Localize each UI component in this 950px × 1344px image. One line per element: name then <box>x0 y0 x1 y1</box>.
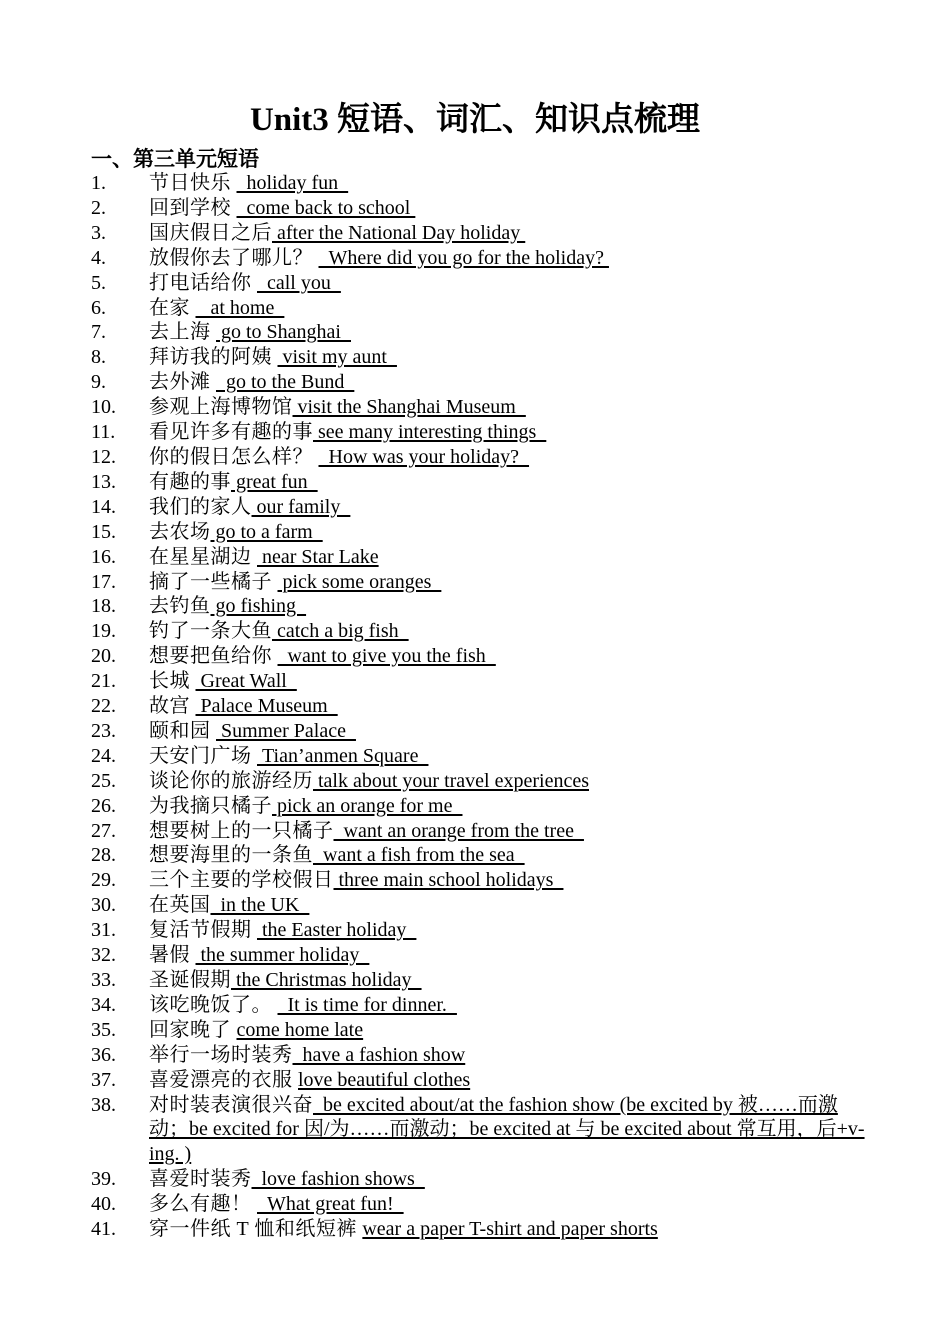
phrase-chinese: 拜访我的阿姨 <box>149 346 278 369</box>
phrase-body <box>149 370 871 395</box>
phrase-item <box>91 545 871 570</box>
phrase-item <box>91 1068 871 1093</box>
phrase-item <box>91 221 871 246</box>
phrase-number: 22. <box>91 695 116 718</box>
phrase-number: 27. <box>91 819 116 842</box>
phrase-item <box>91 918 871 943</box>
phrase-body <box>149 918 871 943</box>
phrase-number: 5. <box>91 271 106 294</box>
phrase-number: 11. <box>91 421 116 444</box>
phrase-body <box>149 819 871 844</box>
phrase-body <box>149 320 871 345</box>
phrase-english: What great fun! <box>257 1193 404 1216</box>
phrase-english: three main school holidays <box>333 869 564 892</box>
phrase-number: 29. <box>91 869 116 892</box>
phrase-chinese: 回到学校 <box>149 196 237 219</box>
phrase-chinese: 我们的家人 <box>149 495 252 518</box>
phrase-english: Summer Palace <box>216 719 356 742</box>
phrase-chinese: 参观上海博物馆 <box>149 396 293 419</box>
section-heading: 一、第三单元短语 <box>91 147 259 171</box>
phrase-body <box>149 968 871 993</box>
phrase-number: 31. <box>91 919 116 942</box>
phrase-english: the Christmas holiday <box>231 969 422 991</box>
phrase-body <box>149 669 871 694</box>
phrase-item <box>91 1093 871 1168</box>
phrase-english: want an orange from the tree <box>333 819 584 842</box>
phrase-item <box>91 196 871 221</box>
phrase-english: How was your holiday? <box>318 445 530 468</box>
phrase-chinese: 故宫 <box>149 695 196 718</box>
phrase-english: call you <box>257 271 341 294</box>
phrase-english: pick an orange for me <box>272 794 463 817</box>
phrase-item <box>91 669 871 694</box>
phrase-chinese: 打电话给你 <box>149 271 257 294</box>
phrase-number: 41. <box>91 1218 116 1241</box>
phrase-number: 4. <box>91 246 106 269</box>
phrase-body <box>149 395 871 420</box>
phrase-number: 34. <box>91 993 116 1016</box>
phrase-body <box>149 644 871 669</box>
phrase-english: in the UK <box>210 894 310 917</box>
phrase-chinese: 在家 <box>149 296 196 319</box>
phrase-chinese: 在英国 <box>149 894 211 917</box>
phrase-number: 33. <box>91 969 116 991</box>
phrase-english: Palace Museum <box>195 695 338 718</box>
phrase-chinese: 钓了一条大鱼 <box>149 620 272 643</box>
page-title: Unit3 短语、词汇、知识点梳理 <box>249 102 701 138</box>
phrase-english: holiday fun <box>236 172 349 194</box>
phrase-body <box>149 196 871 221</box>
phrase-number: 17. <box>91 570 116 593</box>
phrase-english: see many interesting things <box>313 421 547 444</box>
phrase-chinese: 节日快乐 <box>149 172 237 194</box>
phrase-chinese: 该吃晚饭了。 <box>149 993 278 1016</box>
phrase-body <box>149 943 871 968</box>
phrase-body <box>149 843 871 868</box>
phrase-item <box>91 719 871 744</box>
phrase-chinese: 放假你去了哪儿？ <box>149 246 319 269</box>
phrase-english: be excited about/at the fashion show (be excited by 被……而激动；be excited for 因/为……而激动；be excited at 与 be excited about 常互用，后+v-ing. ) <box>149 1093 865 1166</box>
phrase-body <box>149 1043 871 1068</box>
phrase-number: 1. <box>91 172 106 194</box>
phrase-chinese: 有趣的事 <box>149 470 231 493</box>
phrase-item <box>91 843 871 868</box>
phrase-item <box>91 171 871 196</box>
phrase-body <box>149 868 871 893</box>
phrase-english: It is time for dinner. <box>277 993 457 1016</box>
phrase-body <box>149 1093 871 1168</box>
phrase-chinese: 在星星湖边 <box>149 545 257 568</box>
phrase-number: 37. <box>91 1068 116 1091</box>
phrase-chinese: 想要海里的一条鱼 <box>149 844 313 867</box>
phrase-item <box>91 520 871 545</box>
phrase-number: 19. <box>91 620 116 643</box>
phrase-english: want to give you the fish <box>277 645 496 668</box>
phrase-body <box>149 445 871 470</box>
phrase-english: Tian’anmen Square <box>257 744 429 767</box>
phrase-english: go to Shanghai <box>216 321 351 344</box>
phrase-chinese: 想要把鱼给你 <box>149 645 278 668</box>
phrase-body <box>149 520 871 545</box>
phrase-item <box>91 271 871 296</box>
phrase-body <box>149 744 871 769</box>
phrase-english: the Easter holiday <box>257 919 417 942</box>
phrase-body <box>149 420 871 445</box>
phrase-number: 38. <box>91 1093 116 1116</box>
phrase-number: 18. <box>91 595 116 618</box>
phrase-english: after the National Day holiday <box>272 221 526 244</box>
phrase-body <box>149 171 871 196</box>
phrase-item <box>91 769 871 794</box>
phrase-item <box>91 744 871 769</box>
phrase-number: 9. <box>91 371 106 394</box>
phrase-chinese: 暑假 <box>149 944 196 967</box>
phrase-chinese: 天安门广场 <box>149 744 257 767</box>
phrase-english: visit the Shanghai Museum <box>292 396 526 419</box>
phrase-english: come back to school <box>236 196 416 219</box>
phrase-item <box>91 296 871 321</box>
phrase-chinese: 摘了一些橘子 <box>149 570 278 593</box>
phrase-english: pick some oranges <box>277 570 442 593</box>
phrase-english: talk about your travel experiences <box>313 769 589 792</box>
phrase-body <box>149 769 871 794</box>
phrase-chinese: 去钓鱼 <box>149 595 211 618</box>
phrase-item <box>91 370 871 395</box>
phrase-chinese: 去上海 <box>149 321 216 344</box>
phrase-english: catch a big fish <box>272 620 409 643</box>
phrase-chinese: 三个主要的学校假日 <box>149 869 334 892</box>
phrase-body <box>149 1068 871 1093</box>
phrase-english: Great Wall <box>195 670 297 693</box>
phrase-chinese: 为我摘只橘子 <box>149 794 272 817</box>
phrase-body <box>149 1217 871 1242</box>
phrase-body <box>149 993 871 1018</box>
phrase-item <box>91 495 871 520</box>
phrase-item <box>91 1043 871 1068</box>
phrase-item <box>91 893 871 918</box>
phrase-number: 14. <box>91 495 116 518</box>
phrase-english: have a fashion show <box>292 1043 466 1066</box>
phrase-body <box>149 246 871 271</box>
phrase-chinese: 谈论你的旅游经历 <box>149 769 313 792</box>
phrase-chinese: 喜爱漂亮的衣服 <box>149 1068 298 1091</box>
phrase-number: 21. <box>91 670 116 693</box>
phrase-item <box>91 644 871 669</box>
phrase-english: the summer holiday <box>195 944 370 967</box>
phrase-item <box>91 345 871 370</box>
phrase-english: go to the Bund <box>216 371 355 394</box>
phrase-chinese: 复活节假期 <box>149 919 257 942</box>
phrase-number: 2. <box>91 196 106 219</box>
phrase-item <box>91 246 871 271</box>
phrase-english: Where did you go for the holiday? <box>318 246 609 269</box>
phrase-number: 28. <box>91 844 116 867</box>
phrase-number: 3. <box>91 221 106 244</box>
phrase-number: 36. <box>91 1043 116 1066</box>
phrase-number: 13. <box>91 470 116 493</box>
phrase-body <box>149 594 871 619</box>
phrase-chinese: 颐和园 <box>149 719 216 742</box>
phrase-number: 35. <box>91 1018 116 1041</box>
phrase-list <box>91 171 871 1242</box>
phrase-item <box>91 320 871 345</box>
phrase-number: 10. <box>91 396 116 419</box>
phrase-number: 30. <box>91 894 116 917</box>
phrase-item <box>91 594 871 619</box>
phrase-number: 12. <box>91 445 116 468</box>
phrase-number: 39. <box>91 1168 116 1191</box>
phrase-chinese: 想要树上的一只橘子 <box>149 819 334 842</box>
phrase-item <box>91 1192 871 1217</box>
phrase-body <box>149 694 871 719</box>
phrase-body <box>149 1018 871 1043</box>
phrase-chinese: 圣诞假期 <box>149 969 231 991</box>
phrase-number: 23. <box>91 719 116 742</box>
phrase-item <box>91 470 871 495</box>
phrase-body <box>149 719 871 744</box>
phrase-body <box>149 570 871 595</box>
phrase-chinese: 国庆假日之后 <box>149 221 272 244</box>
phrase-item <box>91 943 871 968</box>
phrase-number: 32. <box>91 944 116 967</box>
phrase-english: at home <box>195 296 285 319</box>
phrase-chinese: 看见许多有趣的事 <box>149 421 313 444</box>
phrase-body <box>149 794 871 819</box>
phrase-item <box>91 694 871 719</box>
phrase-number: 6. <box>91 296 106 319</box>
phrase-english: great fun <box>231 470 318 493</box>
phrase-body <box>149 619 871 644</box>
phrase-number: 26. <box>91 794 116 817</box>
phrase-chinese: 你的假日怎么样？ <box>149 445 319 468</box>
phrase-chinese: 举行一场时装秀 <box>149 1043 293 1066</box>
phrase-chinese: 喜爱时装秀 <box>149 1168 252 1191</box>
phrase-item <box>91 619 871 644</box>
phrase-english: come home late <box>236 1018 364 1041</box>
phrase-number: 15. <box>91 520 116 543</box>
phrase-chinese: 回家晚了 <box>149 1018 237 1041</box>
phrase-item <box>91 993 871 1018</box>
phrase-item <box>91 819 871 844</box>
phrase-body <box>149 1192 871 1217</box>
phrase-number: 7. <box>91 321 106 344</box>
phrase-number: 8. <box>91 346 106 369</box>
phrase-item <box>91 445 871 470</box>
phrase-item <box>91 1217 871 1242</box>
phrase-item <box>91 420 871 445</box>
phrase-english: love fashion shows <box>251 1168 425 1191</box>
phrase-english: visit my aunt <box>277 346 397 369</box>
phrase-english: want a fish from the sea <box>313 844 525 867</box>
phrase-item <box>91 868 871 893</box>
phrase-english: our family <box>251 495 351 518</box>
phrase-english: wear a paper T-shirt and paper shorts <box>362 1218 658 1241</box>
phrase-chinese: 穿一件纸 T 恤和纸短裤 <box>149 1218 363 1241</box>
phrase-english: go fishing <box>210 595 307 618</box>
phrase-number: 16. <box>91 545 116 568</box>
phrase-chinese: 多么有趣！ <box>149 1193 257 1216</box>
phrase-item <box>91 794 871 819</box>
phrase-english: love beautiful clothes <box>298 1068 471 1091</box>
phrase-body <box>149 221 871 246</box>
phrase-body <box>149 1167 871 1192</box>
phrase-item <box>91 968 871 993</box>
phrase-item <box>91 570 871 595</box>
phrase-chinese: 对时装表演很兴奋 <box>149 1093 313 1116</box>
phrase-item <box>91 1167 871 1192</box>
phrase-body <box>149 893 871 918</box>
phrase-number: 20. <box>91 645 116 668</box>
phrase-item <box>91 395 871 420</box>
phrase-number: 40. <box>91 1193 116 1216</box>
phrase-body <box>149 296 871 321</box>
phrase-body <box>149 345 871 370</box>
phrase-chinese: 去农场 <box>149 520 211 543</box>
phrase-item <box>91 1018 871 1043</box>
phrase-body <box>149 271 871 296</box>
phrase-chinese: 去外滩 <box>149 371 216 394</box>
phrase-body <box>149 545 871 570</box>
phrase-number: 25. <box>91 769 116 792</box>
phrase-body <box>149 495 871 520</box>
phrase-english: go to a farm <box>210 520 323 543</box>
phrase-number: 24. <box>91 744 116 767</box>
phrase-chinese: 长城 <box>149 670 196 693</box>
phrase-body <box>149 470 871 495</box>
phrase-english: near Star Lake <box>257 545 379 568</box>
